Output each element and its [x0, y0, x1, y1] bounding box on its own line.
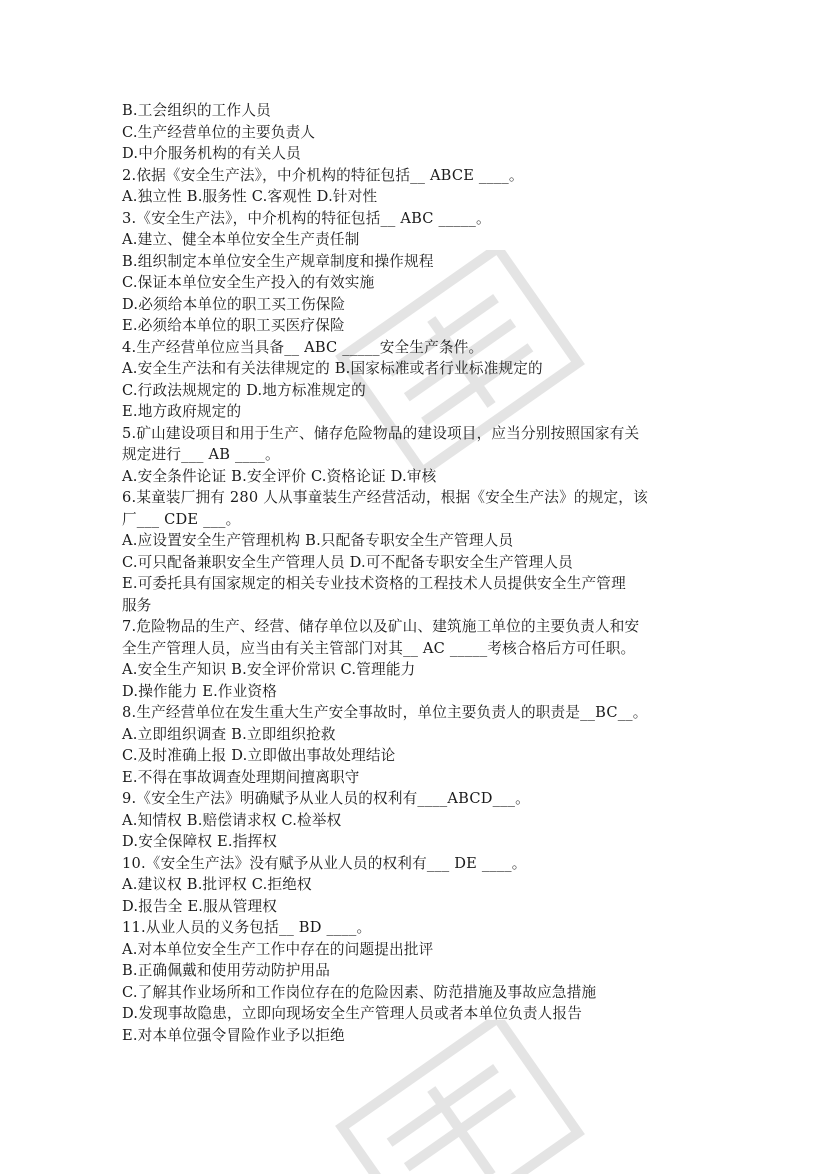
- text-line: D.操作能力 E.作业资格: [122, 682, 278, 700]
- text-line: A.建立、健全本单位安全生产责任制: [122, 231, 360, 248]
- text-line: E.对本单位强令冒险作业予以拒绝: [122, 1026, 345, 1044]
- text-line: A.立即组织调查 B.立即组织抢救: [122, 725, 336, 743]
- text-line: B.工会组织的工作人员: [122, 102, 271, 119]
- question-2: 2.依据《安全生产法》，中介机构的特征包括__ ABCE ____。: [122, 166, 524, 184]
- text-line: E.地方政府规定的: [122, 403, 242, 420]
- text-line: D.必须给本单位的职工买工伤保险: [122, 295, 346, 313]
- text-line: E.不得在事故调查处理期间擅离职守: [122, 768, 360, 786]
- text-line: B.组织制定本单位安全生产规章制度和操作规程: [122, 252, 434, 270]
- question-11: 11.从业人员的义务包括__ BD ____。: [122, 919, 372, 936]
- question-5: 5.矿山建设项目和用于生产、储存危险物品的建设项目，应当分别按照国家有关: [122, 424, 640, 442]
- question-4: 4.生产经营单位应当具备__ ABC _____安全生产条件。: [122, 338, 484, 356]
- question-7: 7.危险物品的生产、经营、储存单位以及矿山、建筑施工单位的主要负责人和安: [122, 618, 640, 635]
- document-text: [122, 100, 712, 1046]
- text-line: C.及时准确上报 D.立即做出事故处理结论: [122, 747, 396, 764]
- text-line: E.必须给本单位的职工买医疗保险: [122, 317, 345, 334]
- text-line: C.了解其作业场所和工作岗位存在的危险因素、防范措施及事故应急措施: [122, 983, 597, 1001]
- text-line: D.安全保障权 E.指挥权: [122, 833, 278, 850]
- question-9: 9.《安全生产法》明确赋予从业人员的权利有____ABCD___。: [122, 790, 530, 807]
- text-line: A.安全生产知识 B.安全评价常识 C.管理能力: [122, 661, 416, 678]
- text-line: B.正确佩戴和使用劳动防护用品: [122, 962, 331, 979]
- text-line: A.知情权 B.赔偿请求权 C.检举权: [122, 811, 342, 829]
- text-line: C.保证本单位安全生产投入的有效实施: [122, 274, 375, 291]
- text-line: 服务: [122, 596, 152, 614]
- question-6: 6.某童装厂拥有 280 人从事童装生产经营活动，根据《安全生产法》的规定，该: [122, 489, 648, 506]
- text-line: A.对本单位安全生产工作中存在的问题提出批评: [122, 940, 434, 958]
- text-line: A.应设置安全生产管理机构 B.只配备专职安全生产管理人员: [122, 532, 514, 549]
- text-line: C.可只配备兼职安全生产管理人员 D.可不配备专职安全生产管理人员: [122, 553, 573, 571]
- text-line: A.独立性 B.服务性 C.客观性 D.针对性: [122, 188, 378, 205]
- text-line: A.安全条件论证 B.安全评价 C.资格论证 D.审核: [122, 467, 437, 485]
- question-10: 10.《安全生产法》没有赋予从业人员的权利有___ DE ____。: [122, 854, 527, 872]
- text-line: A.安全生产法和有关法律规定的 B.国家标准或者行业标准规定的: [122, 360, 543, 377]
- text-line: C.生产经营单位的主要负责人: [122, 123, 316, 141]
- text-line: D.报告全 E.服从管理权: [122, 897, 278, 915]
- text-line: 全生产管理人员，应当由有关主管部门对其__ AC _____考核合格后方可任职。: [122, 639, 636, 657]
- text-line: A.建议权 B.批评权 C.拒绝权: [122, 876, 312, 893]
- question-8: 8.生产经营单位在发生重大生产安全事故时，单位主要负责人的职责是__BC__。: [122, 704, 648, 721]
- text-line: 厂___ CDE ___。: [122, 510, 241, 528]
- text-line: D.中介服务机构的有关人员: [122, 145, 301, 162]
- text-line: D.发现事故隐患，立即向现场安全生产管理人员或者本单位负责人报告: [122, 1005, 583, 1022]
- question-3: 3.《安全生产法》，中介机构的特征包括__ ABC _____。: [122, 209, 491, 227]
- text-line: C.行政法规规定的 D.地方标准规定的: [122, 381, 366, 399]
- text-line: E.可委托具有国家规定的相关专业技术资格的工程技术人员提供安全生产管理: [122, 575, 626, 592]
- text-line: 规定进行___ AB ____。: [122, 446, 280, 463]
